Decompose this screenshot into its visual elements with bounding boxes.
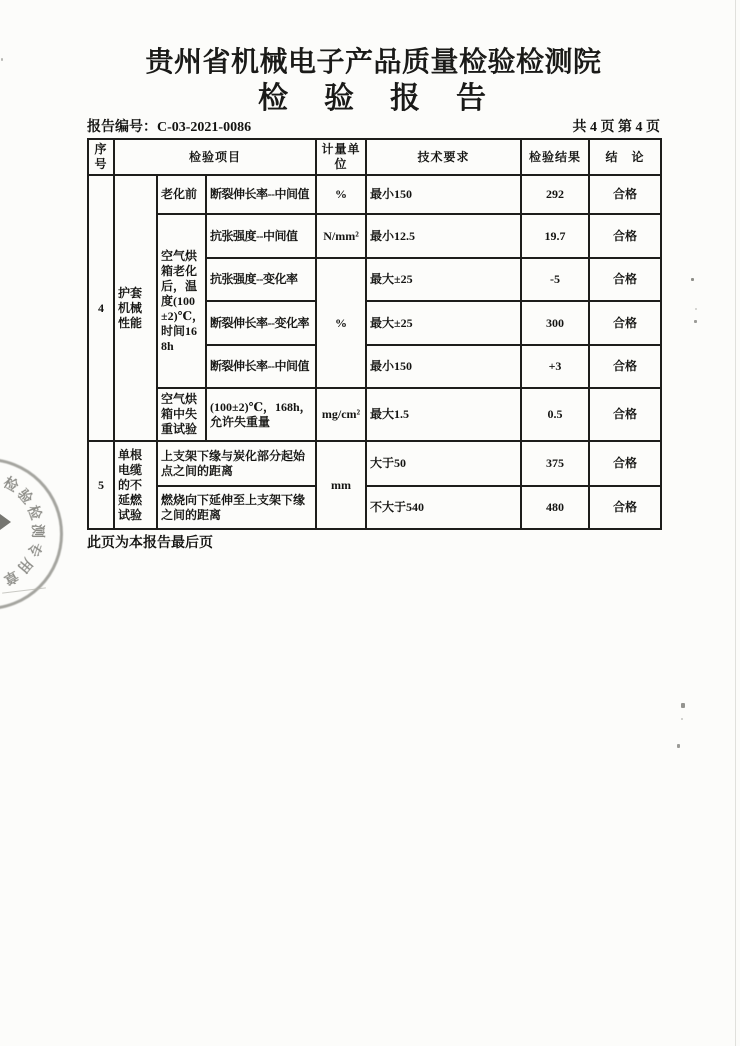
inspection-table [87, 138, 662, 530]
requirement-cell: 不大于540 [366, 486, 521, 529]
unit-cell: % [316, 175, 366, 214]
stamp-char: 测 [29, 524, 44, 538]
seq-cell-4: 4 [88, 175, 114, 441]
result-cell: 0.5 [521, 388, 589, 441]
scan-speck [694, 320, 697, 323]
item-cell: 上支架下缘与炭化部分起始点之间的距离 [157, 441, 316, 486]
table-row [88, 175, 661, 214]
result-cell: 292 [521, 175, 589, 214]
result-cell: 480 [521, 486, 589, 529]
scan-speck [677, 744, 680, 748]
stamp-scratch-mark [2, 587, 46, 593]
requirement-cell: 最大±25 [366, 258, 521, 301]
col-header-requirement: 技术要求 [366, 139, 521, 175]
item-cell: 抗张强度--中间值 [206, 214, 316, 258]
report-title: 检 验 报 告 [258, 82, 489, 115]
stamp-char: 检 [0, 475, 21, 496]
verdict-cell: 合格 [589, 388, 661, 441]
verdict-cell: 合格 [589, 258, 661, 301]
unit-cell-merged: mm [316, 441, 366, 529]
subgroup-before-aging: 老化前 [157, 175, 206, 214]
verdict-cell: 合格 [589, 486, 661, 529]
item-cell: (100±2)℃，168h，允许失重量 [206, 388, 316, 441]
institute-title: 贵州省机械电子产品质量检验检测院 [145, 47, 602, 78]
col-header-conclusion: 结 论 [589, 139, 661, 175]
unit-cell: N/mm² [316, 214, 366, 258]
result-cell: 19.7 [521, 214, 589, 258]
item-cell: 抗张强度--变化率 [206, 258, 316, 301]
scan-speck [681, 718, 683, 720]
stamp-ring [0, 458, 63, 610]
scan-speck [695, 308, 697, 310]
page-indicator: 共 4 页 第 4 页 [572, 120, 660, 135]
verdict-cell: 合格 [589, 345, 661, 388]
verdict-cell: 合格 [589, 441, 661, 486]
document-header [87, 0, 660, 137]
seq-cell-5: 5 [88, 441, 114, 529]
table-row [88, 214, 661, 258]
unit-cell-merged: % [316, 258, 366, 388]
result-cell: -5 [521, 258, 589, 301]
stamp-star-point [0, 514, 11, 530]
verdict-cell: 合格 [589, 214, 661, 258]
stamp-char: 用 [13, 554, 35, 575]
scan-speck [1, 58, 3, 61]
unit-cell: mg/cm² [316, 388, 366, 441]
scan-edge-line [735, 0, 736, 1046]
requirement-cell: 最大±25 [366, 301, 521, 345]
requirement-cell: 最小150 [366, 345, 521, 388]
table-row [88, 388, 661, 441]
requirement-cell: 最小12.5 [366, 214, 521, 258]
stamp-char: 检 [23, 503, 43, 523]
item-cell: 断裂伸长率--变化率 [206, 301, 316, 345]
last-page-note: 此页为本报告最后页 [87, 536, 213, 551]
item-cell: 断裂伸长率--中间值 [206, 345, 316, 388]
requirement-cell: 最小150 [366, 175, 521, 214]
col-header-seq: 序号 [88, 139, 114, 175]
col-header-result: 检验结果 [521, 139, 589, 175]
result-cell: +3 [521, 345, 589, 388]
table-header-row [88, 139, 661, 175]
stamp-char: 专 [23, 539, 43, 559]
requirement-cell: 大于50 [366, 441, 521, 486]
result-cell: 375 [521, 441, 589, 486]
group-cell-flame: 单根电缆的不延燃试验 [114, 441, 157, 529]
col-header-item: 检验项目 [114, 139, 316, 175]
report-number: 报告编号：C-03-2021-0086 [87, 120, 252, 135]
subgroup-after-aging: 空气烘箱老化后，温度(100±2)℃，时间168h [157, 214, 206, 388]
col-header-unit: 计量单位 [316, 139, 366, 175]
stamp-char: 验 [13, 487, 35, 508]
verdict-cell: 合格 [589, 301, 661, 345]
subgroup-weight-loss: 空气烘箱中失重试验 [157, 388, 206, 441]
scan-speck [691, 278, 694, 281]
result-cell: 300 [521, 301, 589, 345]
scan-speck [681, 703, 685, 708]
requirement-cell: 最大1.5 [366, 388, 521, 441]
report-meta-row [87, 118, 660, 137]
group-cell-sheath: 护套机械性能 [114, 175, 157, 441]
table-row [88, 486, 661, 529]
item-cell: 断裂伸长率--中间值 [206, 175, 316, 214]
verdict-cell: 合格 [589, 175, 661, 214]
item-cell: 燃烧向下延伸至上支架下缘之间的距离 [157, 486, 316, 529]
table-row [88, 441, 661, 486]
stamp-char: 章 [0, 566, 21, 587]
